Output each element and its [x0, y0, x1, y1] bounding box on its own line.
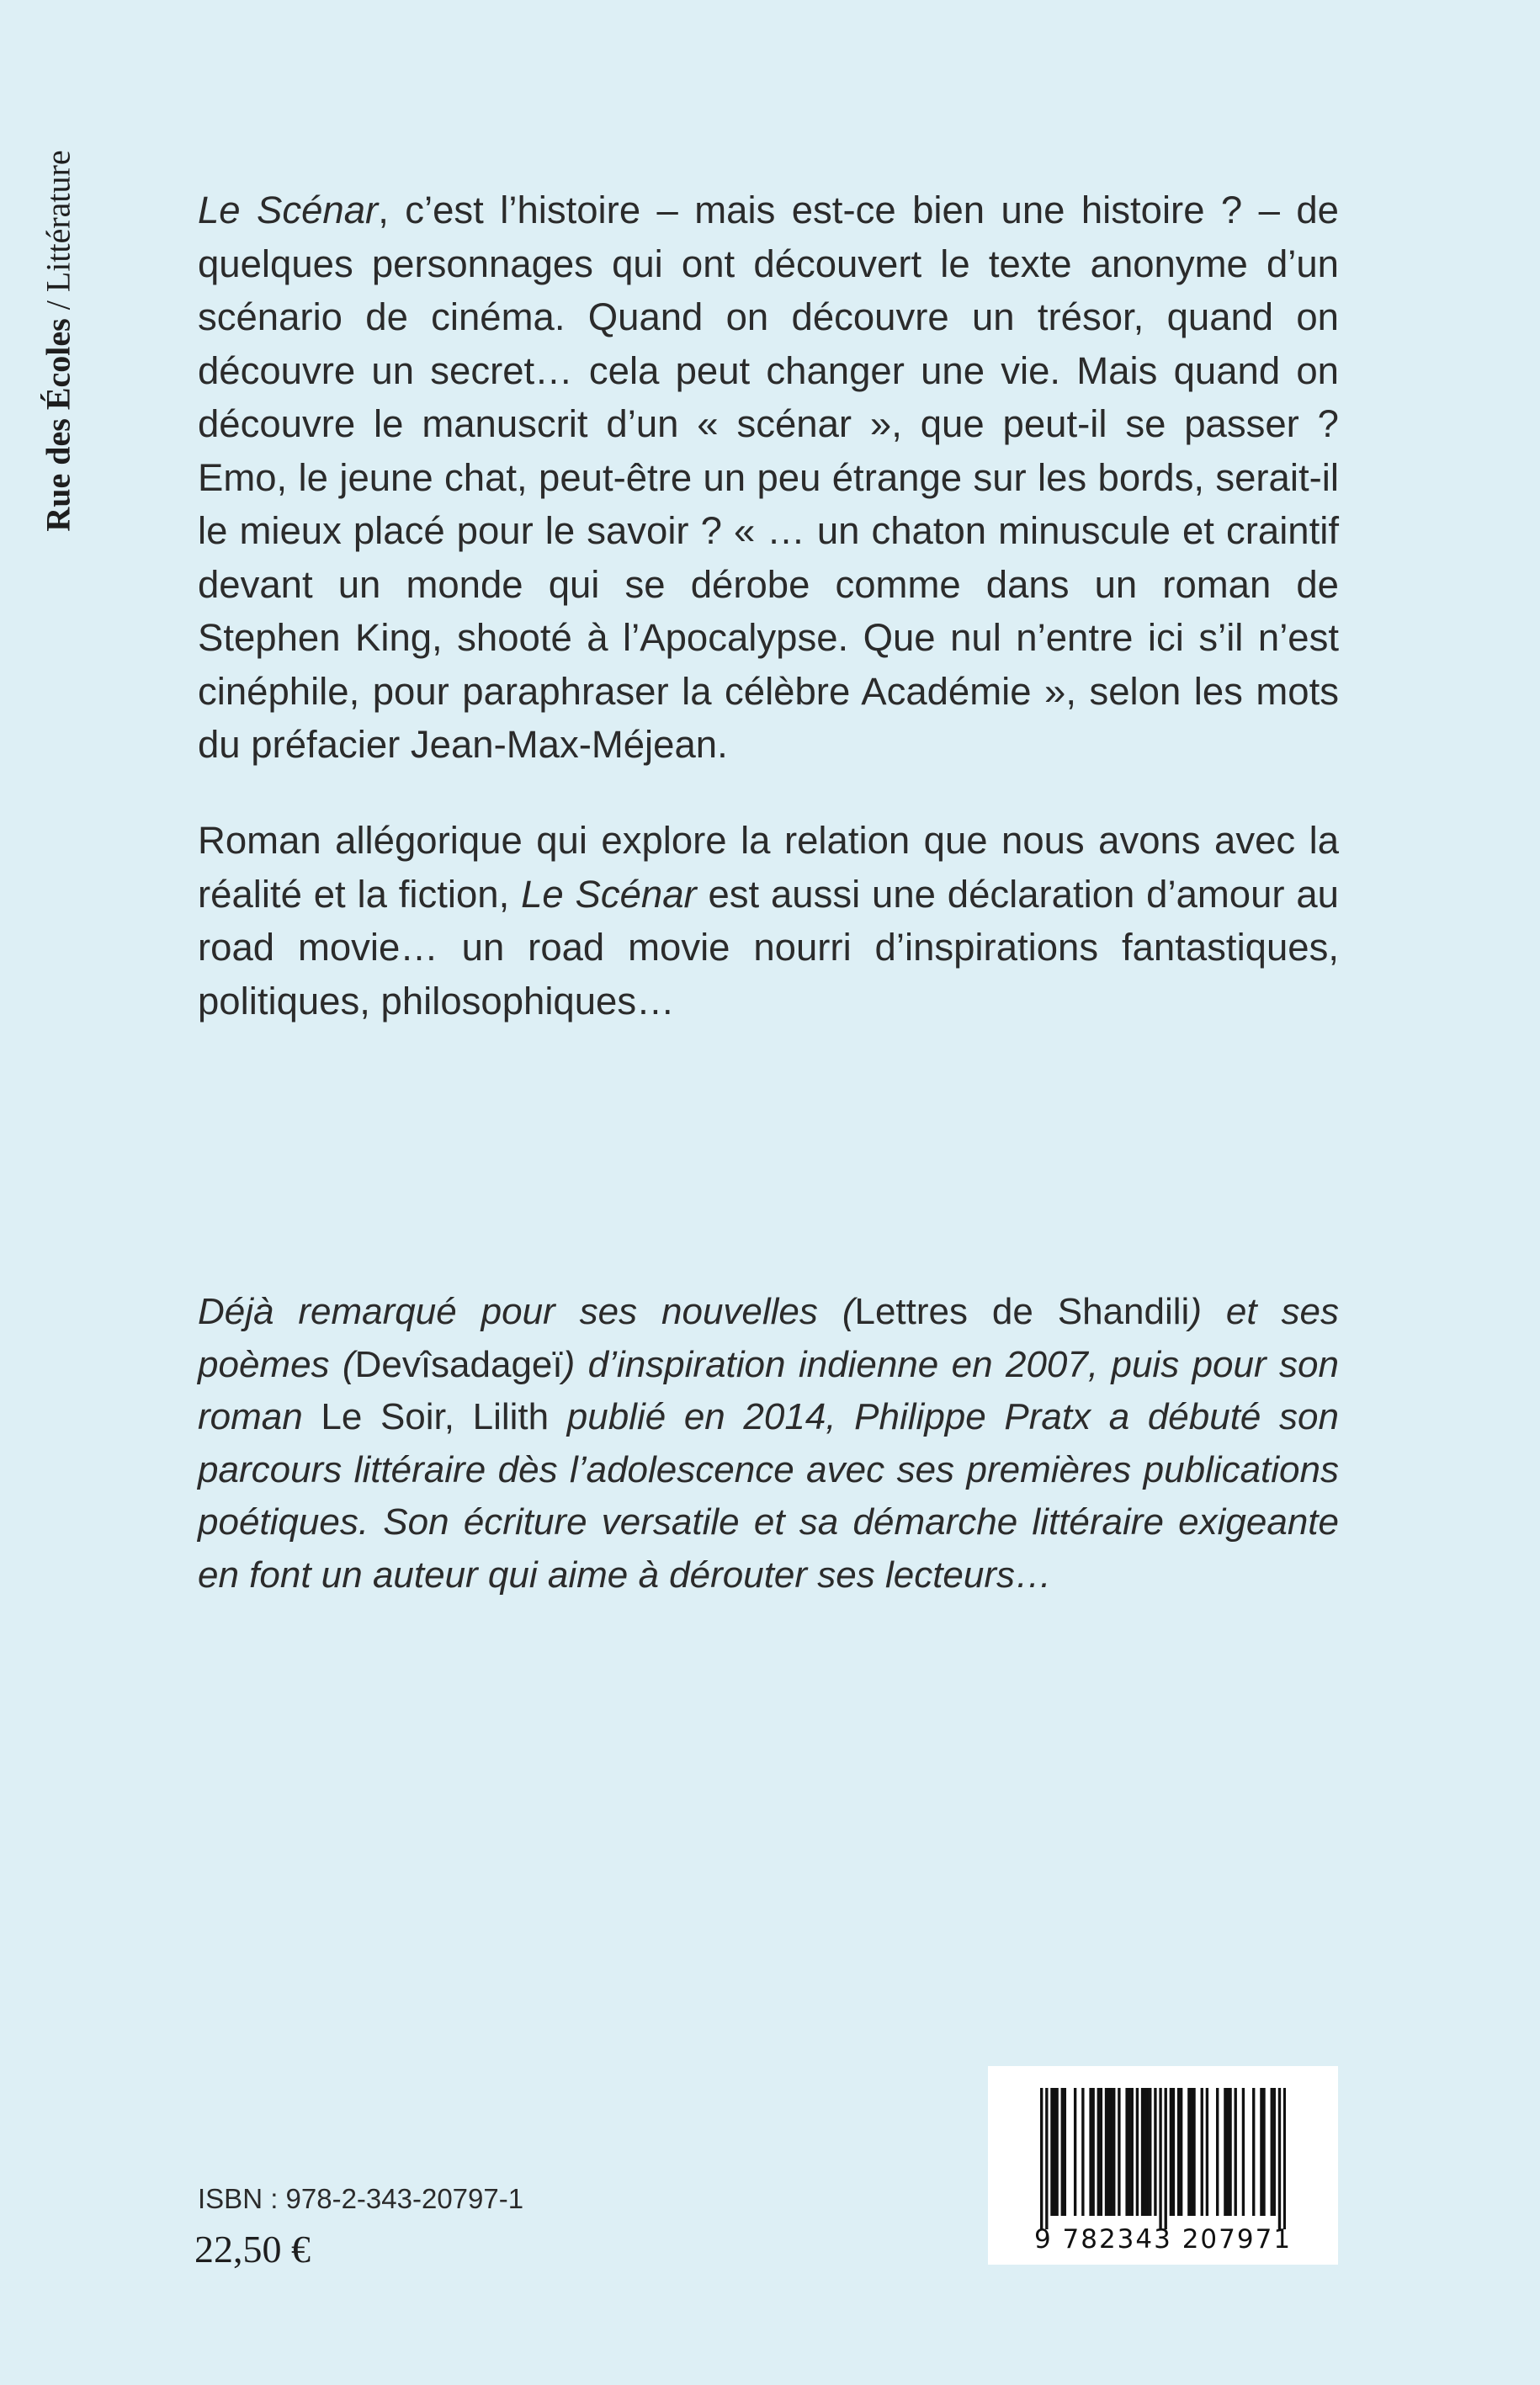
barcode-bar	[1192, 2088, 1195, 2216]
barcode-bar	[1242, 2088, 1245, 2216]
barcode-bar	[1190, 2088, 1192, 2216]
barcode-bar	[1273, 2088, 1276, 2216]
work-title: Lettres de Shandili	[854, 1291, 1190, 1332]
barcode-bar	[1278, 2088, 1281, 2229]
barcode-bar	[1118, 2088, 1120, 2216]
barcode-bar	[1177, 2088, 1180, 2216]
barcode-bar	[1136, 2088, 1139, 2216]
barcode-bar	[1097, 2088, 1100, 2216]
summary-text: est aussi une déclaration d’amour au road movie… un road movie nourri d’inspirations fantastiques, politiques, philosophiques…	[198, 872, 1339, 1023]
barcode-bar	[1271, 2088, 1273, 2216]
barcode-bar	[1050, 2088, 1053, 2216]
barcode-bar	[1091, 2088, 1094, 2216]
spine-separator: /	[39, 292, 77, 319]
barcode-bar	[1100, 2088, 1102, 2216]
barcode-bar	[1226, 2088, 1229, 2216]
bio-text: Déjà remarqué pour ses nouvelles (	[198, 1291, 855, 1332]
barcode-bar	[1064, 2088, 1066, 2216]
barcode-bar	[1165, 2088, 1167, 2229]
summary-text: , c’est l’histoire – mais est-ce bien une histoire ? – de quelques personnages qui ont découvert le texte anonyme d’un scénario de cinéma. Quand on découvre un trésor, quand on découvre un secret… cela peut changer une vie. Mais quand on découvre le manuscrit d’un « scénar », que peut-il se passer ? Emo, le jeune chat, peut-être un peu étrange sur les bords, serait-il le mieux placé pour le savoir ? « … un chaton minuscule et craintif devant un monde qui se dérobe comme dans un roman de Stephen King, shooté à l’Apocalypse. Que nul n’entre ici s’il n’est cinéphile, pour paraphraser la célèbre Académie », selon les mots du préfacier Jean-Max-Méjean.	[198, 189, 1339, 766]
barcode-bar	[1216, 2088, 1219, 2216]
summary-paragraph-1	[198, 183, 1339, 772]
barcode-bar	[1224, 2088, 1226, 2216]
barcode-bar	[1074, 2088, 1076, 2216]
book-title: Le Scénar	[521, 872, 697, 916]
barcode-bar	[1141, 2088, 1144, 2216]
barcode-bar	[1105, 2088, 1107, 2216]
collection-name: Rue des Écoles	[39, 318, 77, 532]
barcode-bar	[1170, 2088, 1172, 2216]
barcode-bars	[1040, 2088, 1286, 2229]
barcode-number: 9 782343 207971	[1033, 2224, 1293, 2255]
bio-text: ) d’inspiration indienne en 2007, puis pour son roman	[198, 1343, 1339, 1437]
barcode-bar	[1260, 2088, 1262, 2216]
barcode-bar	[1206, 2088, 1208, 2216]
barcode-bar	[1053, 2088, 1055, 2216]
barcode	[988, 2066, 1338, 2265]
barcode-bar	[1262, 2088, 1265, 2216]
barcode-bar	[1081, 2088, 1084, 2216]
barcode-bar	[1125, 2088, 1128, 2216]
barcode-bar	[1128, 2088, 1131, 2216]
spine-label	[32, 93, 84, 589]
work-title: Devîsadageï	[354, 1343, 563, 1385]
spine-text	[39, 150, 78, 531]
barcode-bar	[1154, 2088, 1156, 2216]
barcode-bar	[1144, 2088, 1146, 2216]
barcode-bar	[1283, 2088, 1286, 2229]
barcode-bar	[1107, 2088, 1110, 2216]
barcode-bar	[1110, 2088, 1113, 2216]
barcode-bar	[1229, 2088, 1231, 2216]
barcode-bar	[1055, 2088, 1058, 2216]
barcode-bar	[1235, 2088, 1237, 2216]
barcode-bar	[1045, 2088, 1048, 2229]
barcode-bar	[1180, 2088, 1182, 2216]
barcode-bar	[1149, 2088, 1151, 2216]
barcode-bar	[1201, 2088, 1203, 2216]
summary-text: Roman allégorique qui explore la relation que nous avons avec la réalité et la fiction,	[198, 819, 1339, 916]
summary-paragraph-2	[198, 814, 1339, 1028]
bio-text: ) et ses poèmes (	[198, 1291, 1339, 1385]
barcode-bar	[1172, 2088, 1175, 2216]
work-title: Le Soir, Lilith	[321, 1396, 550, 1437]
author-bio	[198, 1286, 1339, 1602]
bio-text: publié en 2014, Philippe Pratx a débuté son parcours littéraire dès l’adolescence avec ses premières publications poétiques. Son écriture versatile et sa démarche littéraire exigeante en font un auteur qui aime à dérouter ses lecteurs…	[198, 1396, 1339, 1596]
price-label: 22,50 €	[194, 2228, 311, 2271]
barcode-bar	[1159, 2088, 1161, 2229]
book-title: Le Scénar	[198, 189, 379, 231]
barcode-bar	[1061, 2088, 1064, 2216]
barcode-bar	[1089, 2088, 1091, 2216]
barcode-bar	[1131, 2088, 1134, 2216]
barcode-bar	[1252, 2088, 1255, 2216]
barcode-bar	[1187, 2088, 1190, 2216]
barcode-bar	[1040, 2088, 1043, 2229]
barcode-bar	[1113, 2088, 1115, 2216]
collection-category: Littérature	[39, 150, 77, 293]
isbn-label: ISBN : 978-2-343-20797-1	[198, 2183, 524, 2214]
barcode-bar	[1146, 2088, 1149, 2216]
